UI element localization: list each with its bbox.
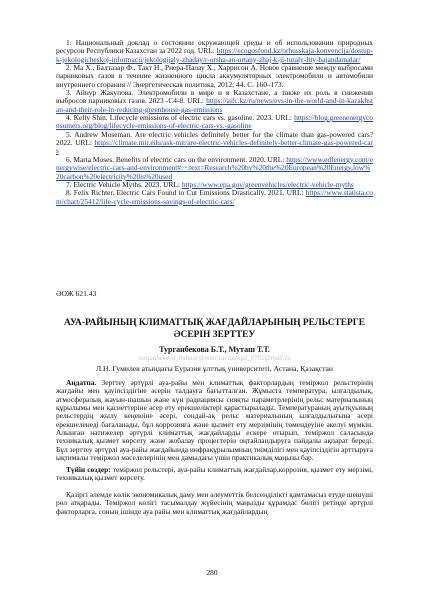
reference-item-4 — [56, 114, 373, 131]
reference-item-8 — [56, 189, 373, 206]
intro-paragraph: Қазіргі әлемде көлік экономикалық даму мен әлеуметтік белсенділікті қамтамасыз етуде шешуші рөл атқарады. Теміржол көлігі тасымалдау жүйесінің маңызды құрамдас бөлігі ретінде әртүрлі факторларға, соның ішінде ауа райы мен климаттық жағдайлардың — [56, 490, 373, 516]
reference-text: 8. Felix Richter. Electric Cars Found to Cut Emissions Drastically. 2021. URL: — [66, 188, 304, 198]
reference-item-2 — [56, 64, 373, 89]
abstract-text: Зерттеу әртүрлі ауа-райы мен климаттық факторлардың теміржол рельстерінің жағдайы мен қауіпсіздігіне әсерін талдауға бағытталған. Жұмыста температура, ылғалдылық, атмосфералық жауын-шашын және күн радиациясы сияқты параметрлерінің рельс материалының құрылымы мен қасиеттеріне әсер ету ерекшеліктері қарастырылады. Температураның ауытқуының рельстердің жылу кеңеюіне әсері, сондай-ақ рельс материалының ылғалдылығына әсері ерекшеленеді бағаланады, бұл коррозияға және қызмет ету мерзімінің төмендеуіне әкелуі мүмкін. Алынған нәтижелер әртүрлі климаттық жағдайларды ескере отырып, теміржол саласында техникалық қызмет көрсету және жобалау процестерін оңтайландыруға пайдалы ақпарат береді. Бұл зерттеу әртүрлі ауа-райы жағдайында инфрақұрылымның тиімділігі мен қауіпсіздігін арттыруға ықтималы теміржол мәселелерінің мен дамыдағы үшін практикалық маңызы бар. — [56, 378, 373, 463]
reference-item-6 — [56, 156, 373, 181]
reference-text: 6. Marta Moses. Benefits of electric cars on the environment. 2020. URL: — [66, 154, 285, 164]
reference-text: 5. Andrew Moseman. Are electric vehicles definitely better for the climate than gas-powered cars? 2022. URL: — [56, 129, 373, 148]
reference-text: 7. Electric Vehicle Myths. 2023. URL: — [66, 179, 180, 189]
reference-link[interactable]: https://climate.mit.edu/ask-mit/are-electric-vehicles-definitely-better-climate-gas-powered-cars — [56, 138, 373, 156]
abstract-label: Аңдатпа. — [66, 378, 97, 387]
author-affiliation: Л.Н. Гумилев атындағы Еуразия ұлттық университеті, Астана, Қазақстан — [96, 364, 333, 373]
reference-link[interactable]: https://aifc.kz/ru/news/evs-in-the-world-and-in-kazakhstan-and-their-role-in-reducing-greenhouse-gas-emissions — [56, 96, 373, 114]
reference-text: 1. Национальный доклад о состоянии окружающей среды и об использовании природных ресурсов Республики Казахстан за 2022 год. URL: — [56, 38, 373, 56]
keywords-label: Түйін сөздер: — [66, 465, 111, 474]
reference-item-3 — [56, 89, 373, 114]
reference-list — [56, 39, 373, 206]
reference-link[interactable]: https://ecogosfond.kz/orhusskaja-konvencija/dostup-k-jekologicheskoj-informacii/jekologijaly-zhaday/r-orsha-an-ortany-zhaj-k-ji-turaly-ltty-bajandamalar/ — [56, 46, 373, 64]
abstract-paragraph — [56, 379, 373, 462]
page-number: 280 — [206, 568, 218, 577]
author-emails: turganbekova_bahuar@mail.ru, tattigul_0702@mail.ru — [138, 355, 291, 362]
keywords-text: теміржол рельстері, ауа-райы климаттық жағдайлар,коррозия, қызмет ету мерзімі, техникалық қызмет көрсету. — [56, 465, 374, 483]
keywords-paragraph — [56, 466, 373, 483]
reference-item-1 — [56, 39, 373, 64]
reference-link[interactable]: https://www.statista.com/chart/25412/life-cycle-emissions-savings-of-electric-cars/ — [56, 188, 373, 206]
reference-text: 3. Айнур Жакупова. Электромобили в мире и в Казахстане, а также их роль в снижении выбросов парниковых газов. 2023 -С4-8. URL: — [56, 88, 373, 106]
reference-link[interactable]: https://blog.greenenergyconsumers.org/blog/lifecycle-emissions-of-electric-cars-vs.-gasoline — [56, 113, 373, 131]
article-authors: Турганбекова Б.Т., Муташ Т.Т. — [159, 345, 270, 354]
reference-link[interactable]: https://www.edfenergy.com/energywise/electric-cars-and-environment#:~:text=Research%20by%20the%20European%20Energy,low%20carbon%20electricity%20is%20used — [56, 154, 373, 181]
reference-text: 2. Ма Х., Балтазар Ф., Такт Н., Риера-Палау Х., Харрисон А. Новое сравнение между выбросами парниковых газов в течение жизненного цикла аккумуляторных электромобили и автомобили внутреннего сгорания // Энергетическая политика, 2012; 44. С. 160–173. — [56, 63, 373, 89]
reference-text: 4. Kelly Shin. Lifecycle emissions of electric cars vs. gasoline. 2023. URL: — [66, 113, 292, 123]
article-title: АУА-РАЙЫНЫҢ КЛИМАТТЫҚ ЖАҒДАЙЛАРЫНЫҢ РЕЛЬСТЕРГЕ ӘСЕРІН ЗЕРТТЕУ — [64, 318, 365, 340]
udk-code: ӘОЖ 621.43 — [56, 289, 97, 298]
reference-link[interactable]: https://www.epa.gov/greenvehicles/electric-vehicle-myths — [181, 179, 354, 189]
reference-item-5 — [56, 131, 373, 156]
